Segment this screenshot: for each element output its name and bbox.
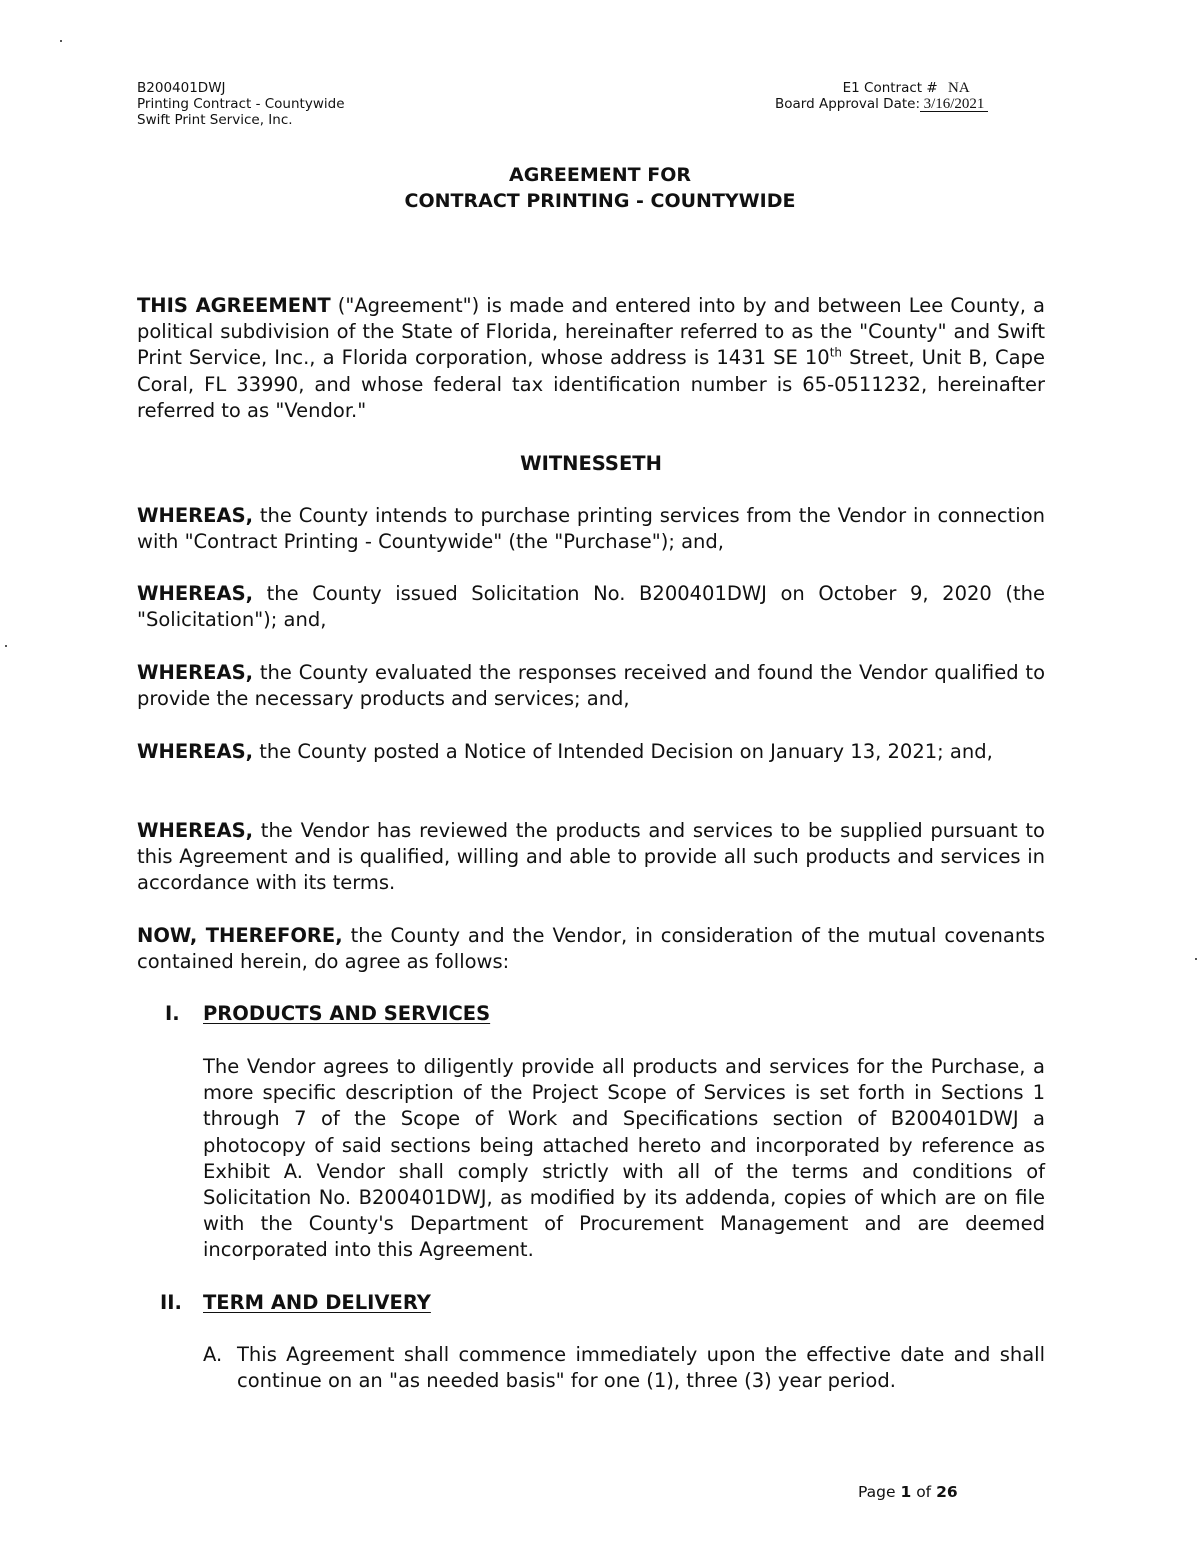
whereas-3 xyxy=(137,660,1045,712)
whereas-5 xyxy=(137,818,1045,897)
whereas-label: WHEREAS, xyxy=(137,661,254,684)
of-word: of xyxy=(916,1483,932,1501)
section-1-text: The Vendor agrees to diligently provide all products and services for the Purchase, a more specific description of the Project Scope of Services is set forth in Sections 1 through 7 of the Scope of Work and Specifications section of B200401DWJ a photocopy of said sections being attached hereto and incorporated by reference as Exhibit A. Vendor shall comply strictly with all of the terms and conditions of Solicitation No. B200401DWJ, as modified by its addenda, copies of which are on file with the County's Department of Procurement Management and are deemed incorporated into this Agreement. xyxy=(203,1055,1045,1262)
contract-label: E1 Contract # xyxy=(842,80,938,96)
section-number: I. xyxy=(165,1002,180,1025)
section-2 xyxy=(160,1290,1045,1316)
whereas-text: the County intends to purchase printing services from the Vendor in connection with "Contract Printing - Countywide" (the "Purchase"); and, xyxy=(137,504,1045,554)
intro-bold: THIS AGREEMENT xyxy=(137,294,331,317)
witnesseth-heading-block xyxy=(137,451,1045,477)
section-2-heading xyxy=(160,1290,1045,1316)
solicitation-number: B200401DWJ xyxy=(137,80,226,96)
section-number: II. xyxy=(160,1291,182,1314)
list-item-letter: A. xyxy=(203,1343,223,1366)
board-approval-date: 3/16/2021 xyxy=(920,97,988,112)
now-therefore-label: NOW, THEREFORE, xyxy=(137,924,343,947)
scan-speck xyxy=(1195,958,1197,960)
contract-number-line xyxy=(775,80,988,96)
witnesseth-heading: WITNESSETH xyxy=(520,452,662,475)
contract-value: NA xyxy=(948,80,970,96)
whereas-label: WHEREAS, xyxy=(137,504,254,527)
document-header-right xyxy=(775,80,988,112)
intro-superscript: th xyxy=(829,345,843,360)
whereas-1 xyxy=(137,503,1045,555)
intro-text-b: Street, Unit B, Cape Coral, FL 33990, and whose federal tax identification number is 65-0511232, hereinafter referred to as "Vendor." xyxy=(137,346,1045,422)
section-title: PRODUCTS AND SERVICES xyxy=(203,1002,491,1025)
whereas-4 xyxy=(137,739,1045,765)
whereas-label: WHEREAS, xyxy=(137,582,254,605)
section-2-item-a xyxy=(203,1342,1045,1394)
board-approval-line xyxy=(775,96,988,112)
board-label: Board Approval Date: xyxy=(775,96,920,112)
scan-speck xyxy=(5,645,7,647)
whereas-text: the County issued Solicitation No. B200401DWJ on October 9, 2020 (the "Solicitation"); and, xyxy=(137,582,1045,632)
section-1-heading xyxy=(165,1001,1045,1027)
whereas-2 xyxy=(137,581,1045,633)
whereas-text: the County posted a Notice of Intended Decision on January 13, 2021; and, xyxy=(253,740,993,763)
page-total: 26 xyxy=(936,1483,958,1501)
scan-speck xyxy=(60,40,62,42)
contract-name: Printing Contract - Countywide xyxy=(137,96,345,112)
page-footer xyxy=(858,1483,958,1501)
title-line-1: AGREEMENT FOR xyxy=(508,164,691,186)
section-1-body xyxy=(203,1054,1045,1264)
whereas-label: WHEREAS, xyxy=(137,740,254,763)
page-word: Page xyxy=(858,1483,896,1501)
whereas-text: the County evaluated the responses received and found the Vendor qualified to provide the necessary products and services; and, xyxy=(137,661,1045,711)
list-item-text: This Agreement shall commence immediately upon the effective date and shall continue on an "as needed basis" for one (1), three (3) year period. xyxy=(237,1343,1045,1393)
title-line-2: CONTRACT PRINTING - COUNTYWIDE xyxy=(404,190,796,212)
whereas-label: WHEREAS, xyxy=(137,819,254,842)
now-therefore-paragraph xyxy=(137,923,1045,975)
whereas-text: the Vendor has reviewed the products and services to be supplied pursuant to this Agreement and is qualified, willing and able to provide all such products and services in accordance with its terms. xyxy=(137,819,1045,895)
section-title: TERM AND DELIVERY xyxy=(203,1291,431,1314)
intro-text-a: ("Agreement") is made and entered into by and between Lee County, a political subdivision of the State of Florida, hereinafter referred to as the "County" and Swift Print Service, Inc., a Florida corporation, whose address is 1431 SE 10 xyxy=(137,294,1045,370)
now-therefore-text: the County and the Vendor, in consideration of the mutual covenants contained herein, do agree as follows: xyxy=(137,924,1045,974)
document-header-left xyxy=(137,80,345,128)
vendor-name: Swift Print Service, Inc. xyxy=(137,112,293,128)
section-1 xyxy=(165,1001,1045,1027)
document-title xyxy=(0,162,1200,214)
page-number: 1 xyxy=(900,1483,912,1501)
intro-paragraph xyxy=(137,293,1045,424)
